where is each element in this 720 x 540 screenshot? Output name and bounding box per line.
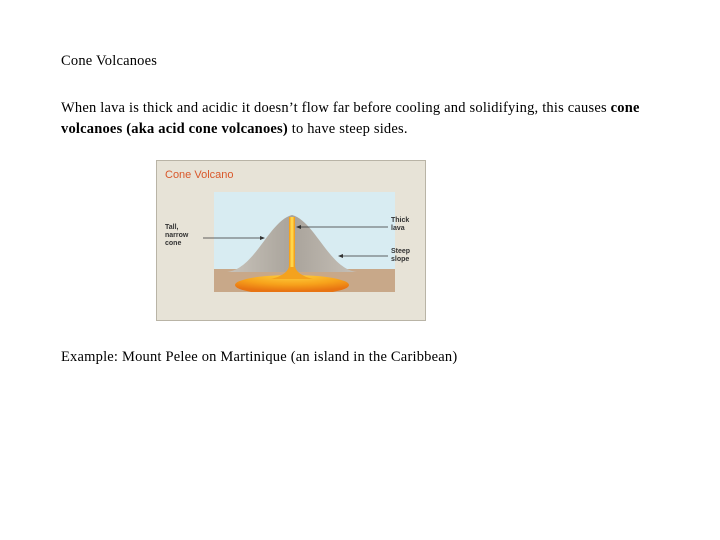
- paragraph-bold-text: cone volcanoes (aka acid cone volcanoes): [61, 100, 640, 137]
- description-paragraph: [61, 98, 701, 140]
- label-tall-narrow-cone: Tall, narrow cone: [165, 224, 189, 247]
- page-title: Cone Volcanoes: [61, 53, 158, 69]
- example-text: Example: Mount Pelee on Martinique (an island in the Caribbean): [61, 349, 458, 365]
- label-thick-lava: Thick lava: [391, 217, 410, 232]
- paragraph-text-1: When lava is thick and acidic it doesn’t flow far before cooling and solidifying, this causes: [61, 100, 611, 116]
- cone-volcano-diagram: [156, 160, 426, 321]
- paragraph-text-2: to have steep sides.: [287, 121, 408, 137]
- label-steep-slope: Steep slope: [391, 248, 411, 263]
- diagram-title: Cone Volcano: [165, 169, 234, 181]
- volcano-illustration: [157, 161, 427, 322]
